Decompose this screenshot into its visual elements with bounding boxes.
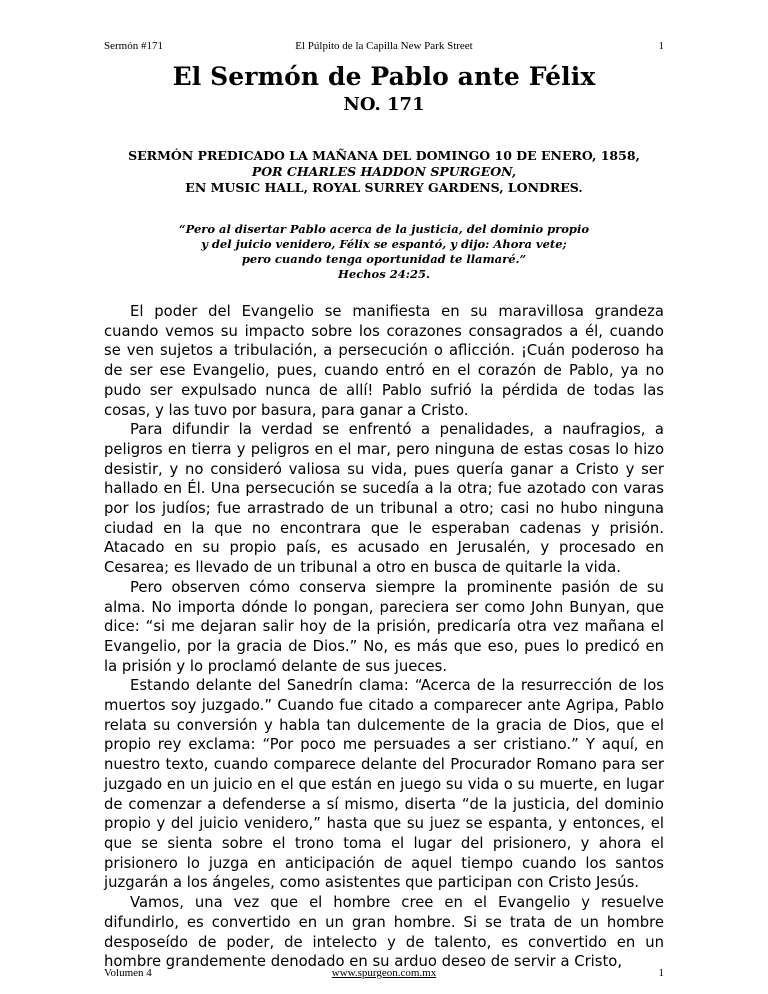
body-paragraph: El poder del Evangelio se manifiesta en su maravillosa grandeza cuando vemos su impacto sobre los corazones consagrados a él, cuando se ven sujetos a tribulación, a persecución o aflicción. ¡Cuán poderoso ha de ser ese Evangelio, pues, cuando entró en el corazón de Pablo, ya no pudo ser expulsado nunca de allí! Pablo sufrió la pérdida de todas las cosas, y las tuvo por basura, para ganar a Cristo. — [104, 303, 664, 419]
body-paragraph: Estando delante del Sanedrín clama: “Acerca de la resurrección de los muertos soy juzgado.” Cuando fue citado a comparecer ante Agripa, Pablo relata su conversión y habla tan dulcemente de la gracia de Dios, que el propio rey exclama: “Por poco me persuades a ser cristiano.” Y aquí, en nuestro texto, cuando comparece delante del Procurador Romano para ser juzgado en un juicio en el que están en juego su vida o su muerte, en lugar de comenzar a defenderse a sí mismo, diserta “de la justicia, del dominio propio y del juicio venidero,” hasta que su juez se espanta, y entonces, el que se sienta sobre el trono toma el lugar del prisionero, y ahora el prisionero lo juzga en anticipación de aquel tiempo cuando los santos juzgarán a los ángeles, como asistentes que participan con Cristo Jesús. — [104, 677, 664, 892]
header-sermon-number: Sermón #171 — [104, 40, 163, 52]
sermon-body — [104, 302, 664, 972]
preached-line-1: SERMÓN PREDICADO LA MAÑANA DEL DOMINGO 10 DE ENERO, 1858, — [128, 148, 640, 163]
epigraph-reference: Hechos 24:25. — [338, 267, 430, 281]
preached-line-3: EN MUSIC HALL, ROYAL SURREY GARDENS, LONDRES. — [185, 180, 583, 195]
body-paragraph: Pero observen cómo conserva siempre la prominente pasión de su alma. No importa dónde lo pongan, pareciera ser como John Bunyan, que dice: “si me dejaran salir hoy de la prisión, predicaría otra vez mañana el Evangelio, por la gracia de Dios.” No, es más que eso, pues lo predicó en la prisión y lo proclamó delante de sus jueces. — [104, 578, 664, 675]
footer-volume: Volumen 4 — [104, 967, 152, 979]
sermon-title: El Sermón de Pablo ante Félix — [172, 62, 596, 91]
epigraph-line-2: y del juicio venidero, Félix se espantó, y dijo: Ahora vete; — [201, 237, 567, 251]
body-paragraph: Vamos, una vez que el hombre cree en el Evangelio y resuelve difundirlo, es convertido en un gran hombre. Si se trata de un hombre desposeído de poder, de intelecto y de talento, es convertido en un hombre grandemente denodado en su arduo deseo de servir a Cristo, — [104, 894, 664, 971]
preached-line-2: POR CHARLES HADDON SPURGEON, — [251, 164, 517, 179]
footer-page-number: 1 — [658, 967, 664, 979]
sermon-number: NO. 171 — [343, 94, 425, 115]
body-paragraph: Para difundir la verdad se enfrentó a penalidades, a naufragios, a peligros en tierra y peligros en el mar, pero ninguna de estas cosas lo hizo desistir, y no consideró valiosa su vida, pues quería ganar a Cristo y ser hallado en Él. Una persecución se sucedía a la otra; fue azotado con varas por los judíos; fue arrastrado de un tribunal a otro; casi no hubo ninguna ciudad en la que no encontrara que le esperaban cadenas y prisión. Atacado en su propio país, es acusado en Jerusalén, y procesado en Cesarea; es llevado de un tribunal a otro en busca de quitarle la vida. — [104, 421, 664, 577]
scripture-epigraph — [104, 222, 664, 282]
preached-info — [104, 148, 664, 196]
header-page-number: 1 — [658, 40, 664, 52]
footer-website-link[interactable]: www.spurgeon.com.mx — [331, 967, 437, 979]
epigraph-line-3: pero cuando tenga oportunidad te llamaré.” — [241, 252, 527, 266]
epigraph-line-1: “Pero al disertar Pablo acerca de la justicia, del dominio propio — [179, 222, 589, 236]
header-publication: El Púlpito de la Capilla New Park Street — [295, 40, 473, 52]
